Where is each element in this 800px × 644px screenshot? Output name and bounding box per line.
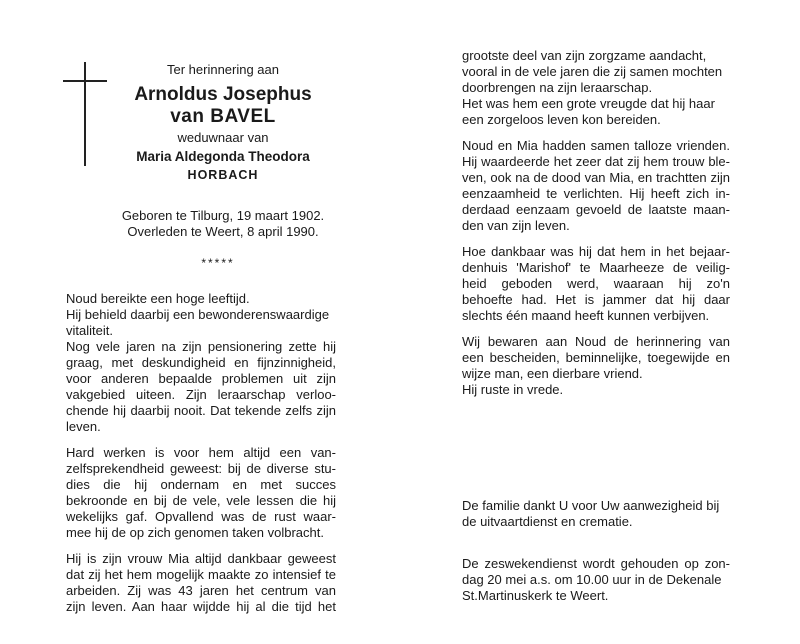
relation-text: weduwnaar van — [177, 130, 269, 145]
service-note — [462, 556, 730, 604]
text-line: een bescheiden, beminnelijke, toegewijde en — [462, 350, 730, 365]
thanks-note — [462, 498, 730, 530]
text-line: Hoe dankbaar was hij dat hem in het bejaar- — [462, 244, 730, 259]
text-line: dag 20 mei a.s. om 10.00 uur in de Dekenale — [462, 572, 722, 587]
text-line: Hij behield daarbij een bewonderenswaardige — [66, 307, 330, 322]
text-line: grootste deel van zijn zorgzame aandacht, — [462, 48, 707, 63]
text-line: denhuis 'Marishof' te Maarheeze de veilig- — [462, 260, 730, 275]
text-line: zijn leven. Aan haar wijdde hij al die tijd het — [66, 599, 336, 614]
text-line: Hij is zijn vrouw Mia altijd dankbaar geweest — [66, 551, 336, 566]
text-line: Nog vele jaren na zijn pensionering zette hij — [66, 339, 336, 354]
paragraph — [66, 551, 336, 615]
text-line: vooral in de vele jaren die zij samen mochten — [462, 64, 723, 79]
spouse-name: Maria Aldegonda Theodora — [136, 149, 310, 164]
paragraph — [66, 291, 336, 435]
text-line: Wij bewaren aan Noud de herinnering van — [462, 334, 730, 349]
text-line: den van zijn leven. — [462, 218, 570, 233]
text-line: heid geboden werd, waaraan hij zo'n — [462, 276, 730, 291]
text-line: dies die hij ondernam en met succes — [66, 477, 336, 492]
text-line: De familie dankt U voor Uw aanwezigheid bij — [462, 498, 720, 513]
text-line: wekelijks gaf. Opvallend was de rust waar- — [66, 509, 336, 524]
text-line: leven. — [66, 419, 101, 434]
text-line: zelfsprekendheid geweest: bij de diverse stu- — [66, 461, 336, 476]
text-line: wijze man, een dierbare vriend. — [462, 366, 643, 381]
paragraph — [462, 48, 730, 128]
text-line: vakgebied uiteen. Zijn leraarschap verloo- — [66, 387, 336, 402]
paragraph — [462, 244, 730, 324]
text-line: Hij waardeerde het zeer dat zij hem trouw ble- — [462, 154, 730, 169]
text-line: doorbrengen na zijn leraarschap. — [462, 80, 653, 95]
paragraph — [66, 445, 336, 541]
cross-icon-vertical — [84, 62, 86, 166]
paragraph — [462, 138, 730, 234]
paragraph — [462, 334, 730, 398]
text-line: Hard werken is voor hem altijd een van- — [66, 445, 336, 460]
text-line: bekroonde en bij de vele, vele lessen die hij — [66, 493, 336, 508]
text-line: Noud bereikte een hoge leeftijd. — [66, 291, 250, 306]
memorial-header — [100, 62, 346, 184]
right-column — [462, 48, 730, 614]
left-column — [66, 291, 336, 625]
text-line: graag, met deskundigheid en fijnzinnigheid, — [66, 355, 336, 370]
spouse-surname: HORBACH — [187, 168, 259, 182]
text-line: voor anderen bepaalde problemen uit zijn — [66, 371, 336, 386]
text-line: de uitvaartdienst en crematie. — [462, 514, 633, 529]
text-line: vitaliteit. — [66, 323, 113, 338]
death-date: Overleden te Weert, 8 april 1990. — [127, 224, 319, 239]
text-line: chende hij daarbij nooit. Dat tekende zelfs zijn — [66, 403, 336, 418]
text-line: De zeswekendienst wordt gehouden op zon- — [462, 556, 730, 571]
text-line: Het was hem een grote vreugde dat hij haar — [462, 96, 715, 111]
text-line: derdaad eenzaam gevoeld de laatste maan- — [462, 202, 730, 217]
text-line: Noud en Mia hadden samen talloze vrienden. — [462, 138, 730, 153]
text-line: behoefte had. Het is jammer dat hij daar — [462, 292, 730, 307]
text-line: dat zij het hem mogelijk maakte zo intensief te — [66, 567, 336, 582]
text-line: eenzaamheid te verlichten. Hij heeft zich in- — [462, 186, 730, 201]
text-line: ven, ook na de dood van Mia, en trachtten zijn — [462, 170, 730, 185]
text-line: St.Martinuskerk te Weert. — [462, 588, 609, 603]
birth-date: Geboren te Tilburg, 19 maart 1902. — [121, 208, 325, 223]
text-line: Hij ruste in vrede. — [462, 382, 564, 397]
text-line: slechts één maand heeft kunnen verbijven. — [462, 308, 710, 323]
deceased-surname: van BAVEL — [170, 106, 276, 127]
text-line: arbeiden. Zij was 43 jaren het centrum van — [66, 583, 336, 598]
life-dates — [90, 208, 356, 240]
deceased-name: Arnoldus Josephus — [134, 84, 312, 105]
text-line: een zorgeloos leven kon bereiden. — [462, 112, 661, 127]
intro-text: Ter herinnering aan — [166, 62, 280, 77]
separator-stars: ***** — [201, 256, 235, 270]
text-line: mee hij de op zich genomen taken volbracht. — [66, 525, 324, 540]
